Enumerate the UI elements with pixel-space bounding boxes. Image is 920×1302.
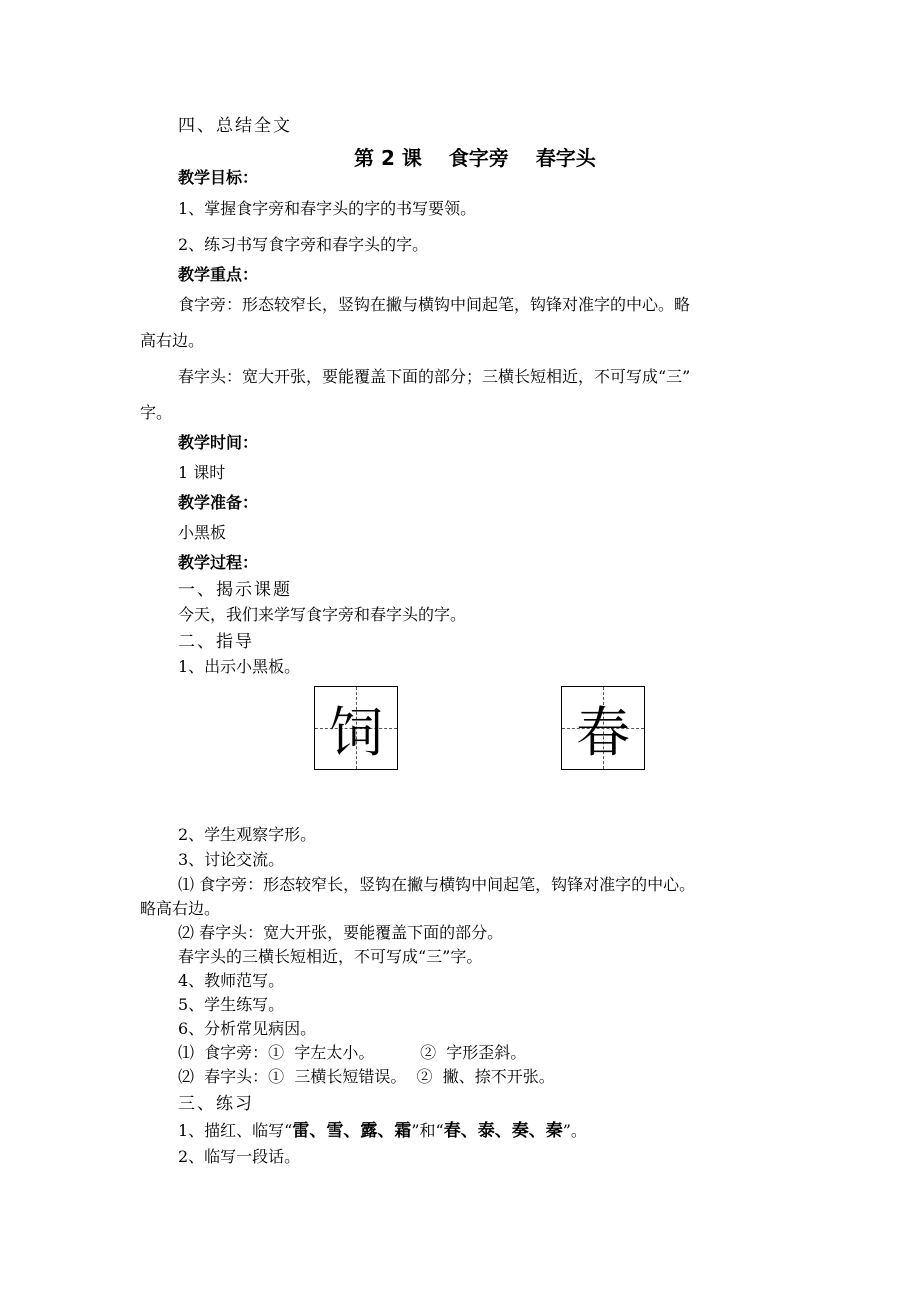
step-2-item-5: 5、学生练写。 [178, 995, 285, 1014]
step-2-item-2: 2、学生观察字形。 [178, 825, 317, 844]
teaching-focus-heading: 教学重点： [178, 265, 259, 284]
rain-radical-characters: 雷、雪、露、霜 [292, 1121, 412, 1141]
step-2-item-3b: ⑵ 春字头：宽大开张，要能覆盖下面的部分。 [178, 923, 504, 942]
step-2-item-6b: ⑵ 春字头：① 三横长短错误。 ② 撇、捺不开张。 [178, 1067, 555, 1086]
step-2-item-3c: 春字头的三横长短相近，不可写成“三”字。 [178, 947, 483, 966]
goal-item-1: 1、掌握食字旁和春字头的字的书写要领。 [178, 199, 477, 218]
spring-top-characters: 春、泰、奏、秦 [443, 1121, 563, 1141]
step-3-item-1-suffix: ”。 [562, 1121, 587, 1140]
step-3-item-1-middle: ”和“ [411, 1121, 444, 1140]
character-si: 饲 [329, 700, 383, 764]
step-1-text: 今天，我们来学写食字旁和春字头的字。 [178, 605, 467, 624]
step-3-item-1-prefix: 1、描红、临写“ [178, 1121, 293, 1140]
step-3-item-2: 2、临写一段话。 [178, 1147, 301, 1166]
step-3-heading: 三、练习 [178, 1094, 254, 1114]
character-chun: 春 [576, 700, 630, 764]
teaching-prep-heading: 教学准备： [178, 493, 259, 512]
step-1-heading: 一、揭示课题 [178, 580, 292, 600]
lesson-title: 第 2 课 食字旁 春字头 [354, 146, 596, 170]
previous-section-heading: 四、总结全文 [178, 116, 292, 136]
step-2-item-3: 3、讨论交流。 [178, 850, 285, 869]
teaching-time-heading: 教学时间： [178, 433, 259, 452]
teaching-prep-value: 小黑板 [178, 523, 227, 542]
goal-item-2: 2、练习书写食字旁和春字头的字。 [178, 235, 429, 254]
focus-item-2-line-2: 字。 [140, 403, 173, 422]
teaching-process-heading: 教学过程： [178, 553, 259, 572]
step-2-item-3a-line-1: ⑴ 食字旁：形态较窄长，竖钩在撇与横钩中间起笔，钩锋对准字的中心。 [178, 875, 696, 894]
step-2-heading: 二、指导 [178, 632, 254, 652]
step-2-item-4: 4、教师范写。 [178, 971, 285, 990]
step-3-item-1 [178, 1121, 587, 1141]
teaching-goals-heading: 教学目标： [178, 168, 259, 187]
step-2-item-6a: ⑴ 食字旁：① 字左太小。 ② 字形歪斜。 [178, 1043, 527, 1062]
focus-item-1-line-2: 高右边。 [140, 331, 205, 350]
focus-item-2-line-1: 春字头：宽大开张，要能覆盖下面的部分；三横长短相近，不可写成“三” [178, 367, 691, 386]
step-2-item-1: 1、出示小黑板。 [178, 657, 301, 676]
step-2-item-3a-line-2: 略高右边。 [140, 899, 221, 918]
step-2-item-6: 6、分析常见病因。 [178, 1019, 317, 1038]
character-grid-box-2 [561, 686, 645, 770]
character-grid-box-1 [314, 686, 398, 770]
focus-item-1-line-1: 食字旁：形态较窄长，竖钩在撇与横钩中间起笔，钩锋对准字的中心。略 [178, 295, 691, 314]
teaching-time-value: 1 课时 [178, 463, 226, 482]
